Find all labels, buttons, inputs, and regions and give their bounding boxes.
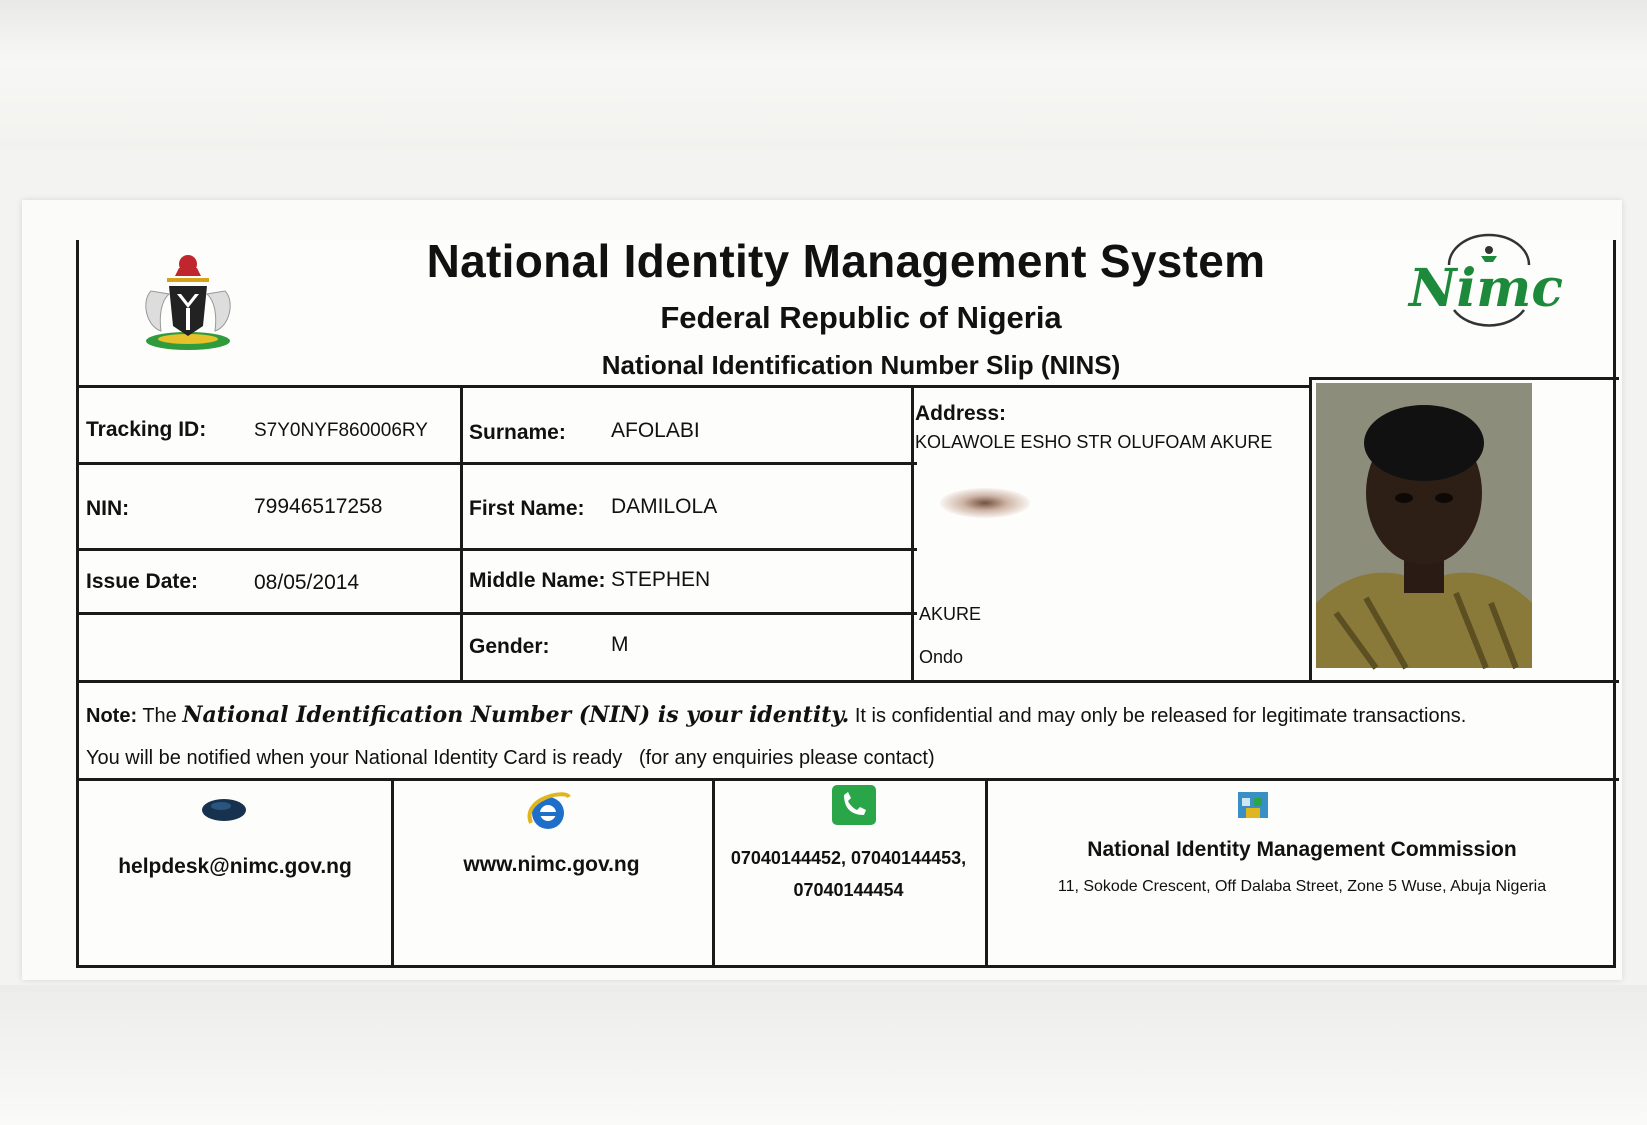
tracking-id-label: Tracking ID:	[86, 418, 207, 441]
org-address: 11, Sokode Crescent, Off Dalaba Street, Zone 5 Wuse, Abuja Nigeria	[1057, 878, 1547, 895]
nimc-logo-text: Nimc	[1409, 258, 1563, 319]
internet-explorer-icon	[525, 789, 571, 840]
note-emphasis: National Identification Number (NIN) is your identity.	[182, 702, 850, 728]
issue-date-label: Issue Date:	[86, 570, 199, 593]
note-suffix: It is confidential and may only be released for legitimate transactions.	[854, 705, 1467, 727]
note-prefix: The	[142, 705, 177, 727]
first-name-label: First Name:	[469, 497, 585, 520]
surname-value: AFOLABI	[611, 419, 700, 442]
building-icon	[1236, 786, 1270, 825]
middle-name-value: STEPHEN	[611, 568, 711, 591]
passport-photo	[1316, 383, 1532, 668]
phone-numbers-line2[interactable]: 07040144454	[793, 880, 904, 900]
phone-icon	[832, 785, 876, 830]
mail-icon	[201, 796, 247, 827]
surname-label: Surname:	[469, 421, 566, 444]
scan-background-bottom	[0, 985, 1647, 1125]
note-line-2: You will be notified when your National Identity Card is ready (for any enquiries please contact)	[86, 747, 935, 769]
slip-title: National Identification Number Slip (NINS)	[601, 350, 1121, 380]
ink-stain	[940, 488, 1030, 518]
address-line: KOLAWOLE ESHO STR OLUFOAM AKURE	[915, 432, 1273, 452]
address-town: AKURE	[919, 604, 982, 624]
scan-background-top	[0, 0, 1647, 150]
address-label: Address:	[915, 402, 1007, 425]
nimc-logo	[1409, 240, 1563, 335]
website-link[interactable]: www.nimc.gov.ng	[463, 853, 640, 876]
tracking-id-value: S7Y0NYF860006RY	[254, 420, 428, 441]
nin-slip	[76, 235, 1616, 968]
nin-value: 79946517258	[254, 495, 383, 518]
nin-label: NIN:	[86, 497, 130, 520]
note-line-1	[86, 702, 1466, 728]
address-state: Ondo	[919, 647, 964, 667]
first-name-value: DAMILOLA	[611, 495, 718, 518]
page-title: National Identity Management System	[426, 235, 1266, 287]
gender-label: Gender:	[469, 635, 550, 658]
phone-numbers-line1[interactable]: 07040144452, 07040144453,	[730, 848, 967, 868]
gender-value: M	[611, 633, 629, 656]
note-label: Note:	[86, 705, 138, 727]
helpdesk-email-link[interactable]: helpdesk@nimc.gov.ng	[118, 855, 352, 878]
middle-name-label: Middle Name:	[469, 569, 606, 592]
slip-header	[79, 235, 1613, 400]
issue-date-value: 08/05/2014	[254, 571, 360, 594]
country-subtitle: Federal Republic of Nigeria	[660, 300, 1062, 335]
org-name: National Identity Management Commission	[1087, 838, 1517, 861]
